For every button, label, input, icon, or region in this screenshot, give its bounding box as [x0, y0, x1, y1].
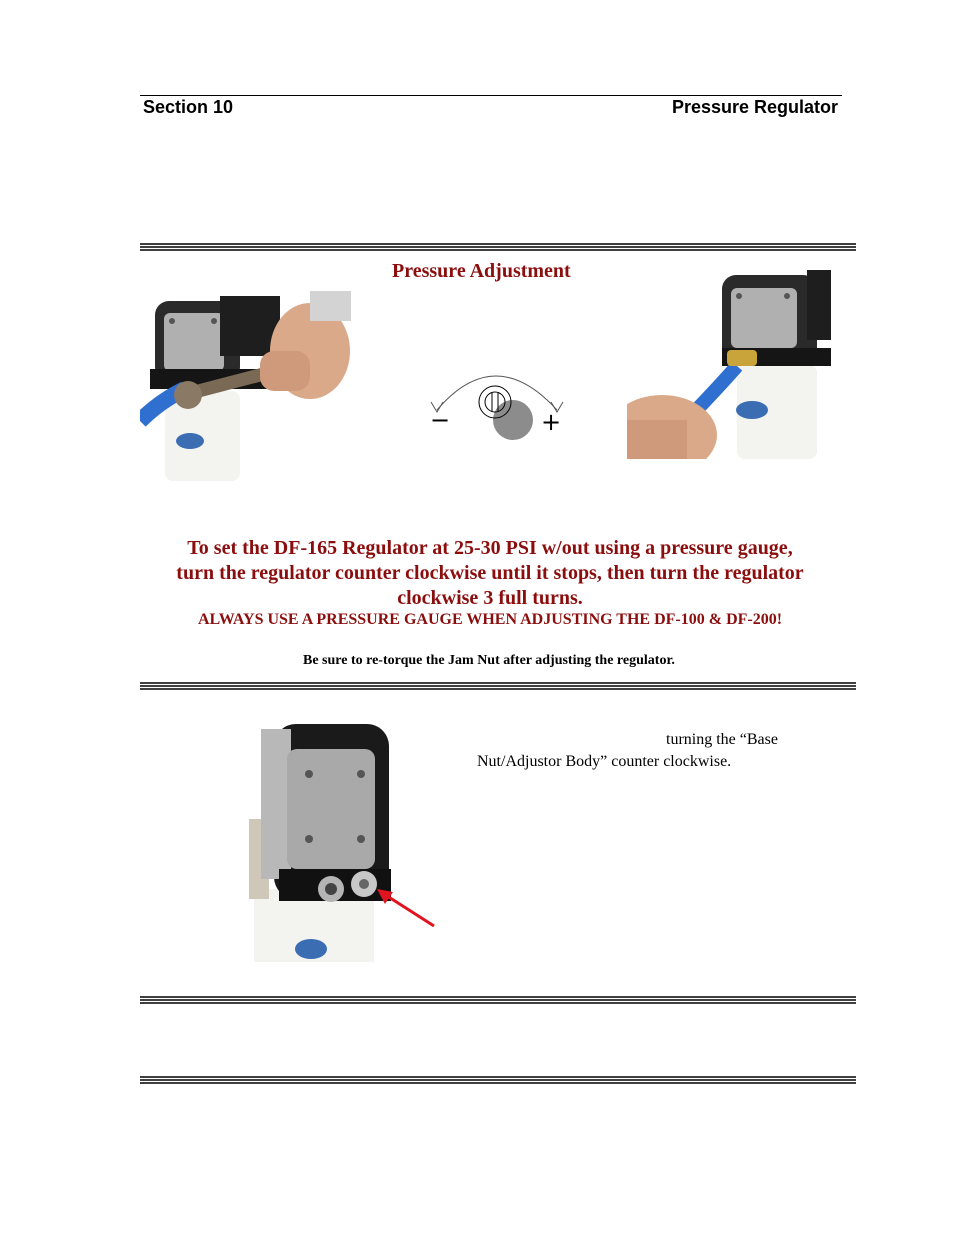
instructions-line-2: turn the regulator counter clockwise until it stops, then turn the regulator: [176, 562, 804, 584]
pressure-gauge-warning: ALWAYS USE A PRESSURE GAUGE WHEN ADJUSTING THE DF-100 & DF-200!: [197, 611, 783, 628]
section-title: Pressure Regulator: [671, 97, 838, 117]
instructions-line-1: To set the DF-165 Regulator at 25-30 PSI w/out using a pressure gauge,: [187, 537, 793, 559]
divider-3: [140, 996, 856, 1004]
divider-4: [140, 1076, 856, 1084]
decrease-symbol: −: [430, 406, 451, 434]
removal-text-line-2: Nut/Adjustor Body” counter clockwise.: [477, 753, 732, 770]
removal-text-line-1: turning the “Base: [666, 731, 778, 748]
adjustment-title: Pressure Adjustment: [392, 260, 571, 282]
instructions-line-3: clockwise 3 full turns.: [397, 587, 583, 609]
divider-1: [140, 243, 856, 251]
section-label: Section 10: [143, 97, 234, 117]
jam-nut-note: Be sure to re-torque the Jam Nut after adjusting the regulator.: [303, 653, 675, 668]
wrench-photo: [140, 291, 351, 481]
base-nut-photo: [249, 724, 437, 962]
increase-symbol: +: [541, 408, 562, 436]
divider-2: [140, 682, 856, 690]
screwdriver-photo: [627, 270, 831, 459]
